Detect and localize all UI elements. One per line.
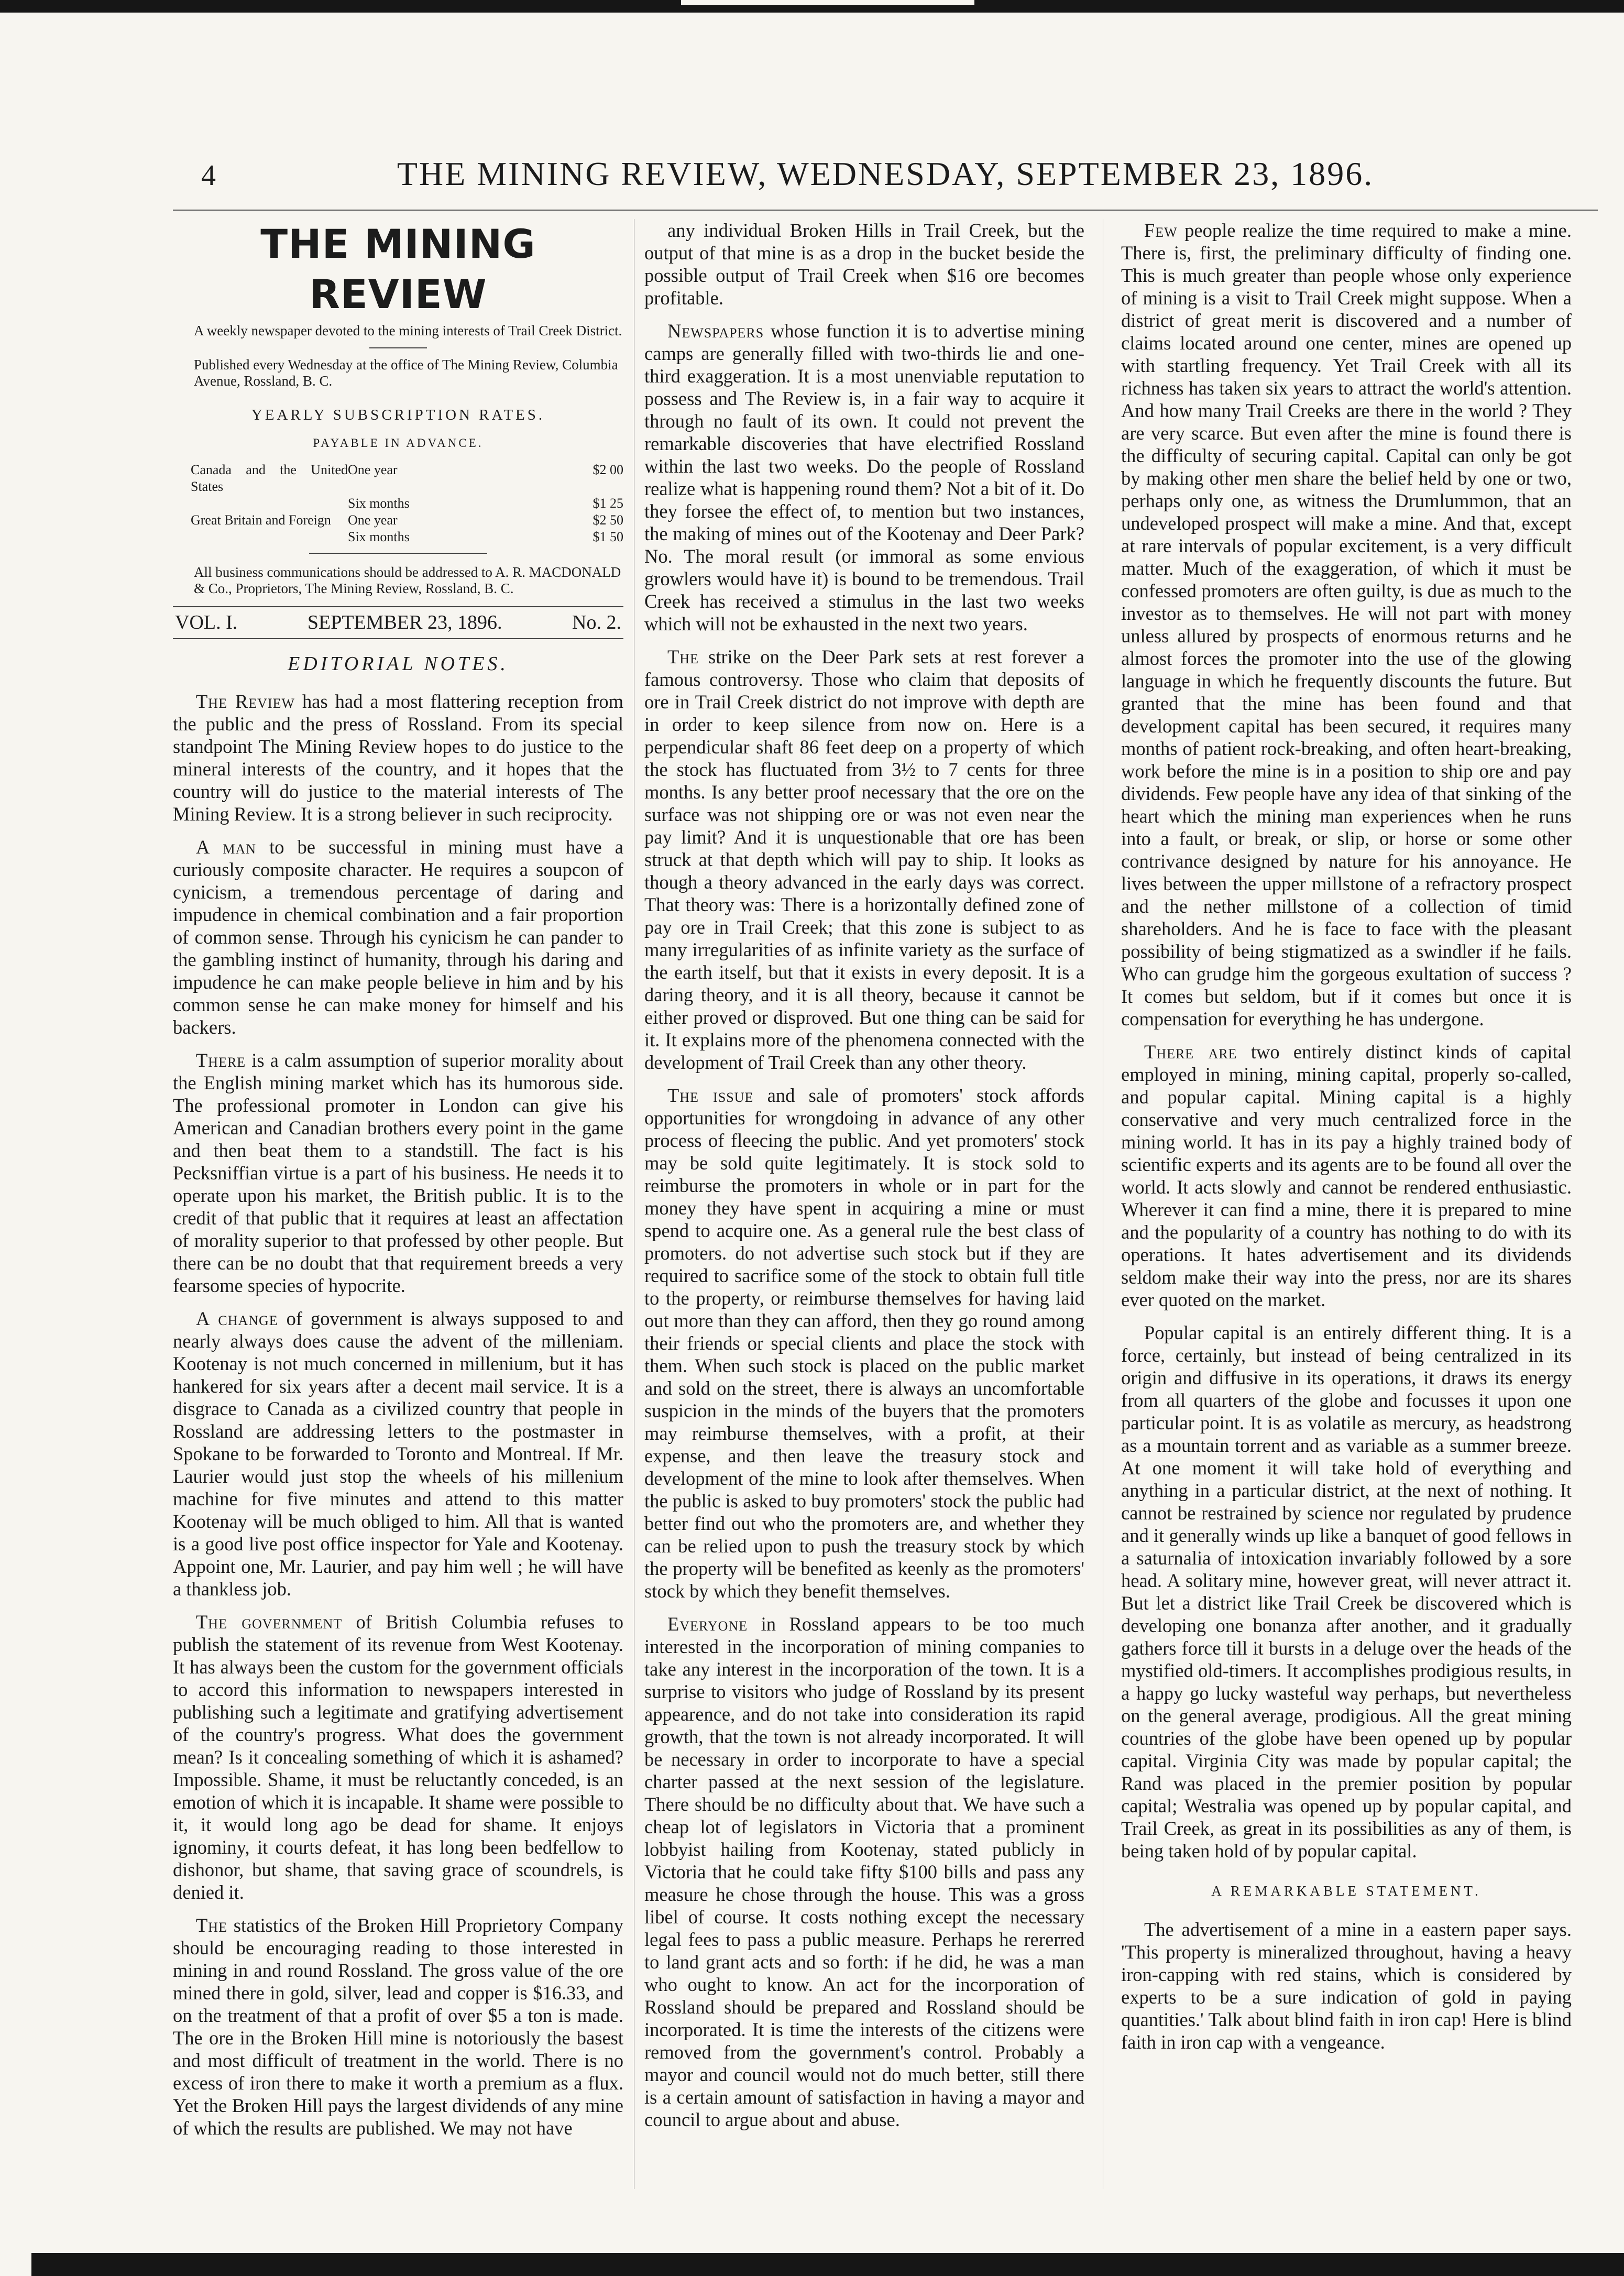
paragraph-lead: A change xyxy=(196,1308,278,1329)
paragraph-lead: Newspapers xyxy=(667,320,764,342)
paragraph-lead: The xyxy=(196,1914,227,1936)
issue-date: SEPTEMBER 23, 1896. xyxy=(307,611,502,633)
column-3-articles xyxy=(1121,219,1572,1862)
scan-edge-bottom xyxy=(0,2253,1624,2276)
article-paragraph xyxy=(173,1611,623,1903)
remarkable-paragraph: The advertisement of a mine in a eastern paper says. 'This property is mineralized throughout, having a heavy iron-capping with red stains, which is considered by experts to be a sure indication of gold in paying quantities.' Talk about blind faith in iron cap! Here is blind faith in iron cap with a vengeance. xyxy=(1121,1919,1572,2053)
paragraph-text: two entirely distinct kinds of capital employed in mining, mining capital, properly so-called, and popular capital. Mining capital is a highly conservative and very much centralized force in the mining world. It has in its pay a highly trained body of scientific experts and its agents are to be found all over the world. It acts slowly and cannot be rendered enthusiastic. Wherever it can find a mine, there it is prepared to mine and the popularity of a country has nothing to do with its operations. It hates advertisement and its dividends seldom make their way into the press, nor are its shares ever quoted on the market. xyxy=(1121,1041,1572,1310)
divider xyxy=(309,553,487,554)
subscription-rates xyxy=(173,462,623,545)
article-paragraph xyxy=(644,320,1084,635)
rate-row xyxy=(173,512,623,529)
column-3 xyxy=(1121,219,1572,2189)
paragraph-lead: A man xyxy=(196,836,257,858)
paragraph-text: people realize the time required to make a mine. There is, first, the preliminary difficulty of finding one. This is much greater than people whose only experience of mining is a visit to Trail Creek might suppose. When a district of great merit is discovered and a number of claims located around one center, mines are opened up with startling frequency. Yet Trail Creek with all its richness has taken six years to attract the world's attention. And how many Trail Creeks are there in the world ? They are very scarce. But even after the mine is found there is the difficulty of securing capital. Capital can only be got by making other men share the belief held by one or two, perhaps only one, as witness the Drumlummon, that an undeveloped prospect will make a mine. And that, except at rare intervals of popular excitement, is a very difficult matter. Much of the exaggeration, of which it must be confessed promoters are often guilty, is due as much to the investor as to themselves. He will not part with money unless allured by prospects of enormous returns and he almost forces the promoter into the use of the glowing language in which he frequently discounts the future. But granted that the mine has been found and that development capital has been secured, it requires many months of patient rock-breaking, and often heart-breaking, work before the mine is in a position to ship ore and pay dividends. Few people have any idea of that sinking of the heart which the mining man experiences when he runs into a fault, or break, or slip, or horse or some other contrivance designed by nature for his annoyance. He lives between the upper millstone of a refractory prospect and the nether millstone of a collection of timid shareholders. And he is face to face with the pleasant possibility of being stigmatized as a swindler if he fails. Who can grudge him the gorgeous exultation of success ? It comes but seldom, but if it comes but once it is compensation for everything he has undergone. xyxy=(1121,220,1572,1030)
article-paragraph xyxy=(173,1307,623,1600)
rate-row xyxy=(173,495,623,512)
article-paragraph xyxy=(644,1613,1084,2131)
column-1 xyxy=(173,219,623,2189)
volume: VOL. I. xyxy=(175,611,238,633)
subscription-heading: YEARLY SUBSCRIPTION RATES. xyxy=(251,407,545,423)
column-1-articles xyxy=(173,690,623,2139)
payable-note: PAYABLE IN ADVANCE. xyxy=(313,436,484,450)
article-paragraph xyxy=(644,219,1084,309)
article-paragraph xyxy=(173,836,623,1038)
rate-amount: $2 00 xyxy=(592,462,623,477)
masthead xyxy=(173,219,623,639)
paragraph-lead: Everyone xyxy=(667,1613,748,1635)
remarkable-heading: A REMARKABLE STATEMENT. xyxy=(1211,1883,1482,1899)
rate-period: Six months xyxy=(348,496,410,511)
article-paragraph xyxy=(173,690,623,825)
paragraph-lead: The government xyxy=(196,1611,343,1633)
column-2-articles xyxy=(644,219,1084,2131)
paragraph-text: and sale of promoters' stock affords opportunities for wrongdoing in advance of any other process of fleecing the public. And yet promoters' stock may be sold quite legitimately. It is stock sold to reimburse the promoters in whole or in part for the money they have spent in acquiring a mine or must spend to acquire one. As a general rule the best class of promoters. do not advertise such stock but if they are required to sacrifice some of the stock to obtain full title to the property, or reimburse themselves for having laid out more than they can afford, then they go round among their friends or special clients and place the stock with them. When such stock is placed on the public market and sold on the street, there is always an uncomfortable suspicion in the minds of the buyers that the promoters may reimburse themselves, with a profit, at their expense, and then leave the treasury stock and development of the mine to look after themselves. When the public is asked to buy promoters' stock the public had better find out who the promoters are, and whether they can be relied upon to push the treasury stock by which the property will be benefited as keenly as the promoters' stock by which they benefit themselves. xyxy=(644,1085,1084,1602)
editorial-heading: EDITORIAL NOTES. xyxy=(288,653,509,675)
article-paragraph xyxy=(1121,219,1572,1030)
paragraph-text: whose function it is to advertise mining camps are generally filled with two-thirds lie and one-third exaggeration. It is a most unenviable reputation to possess and The Review is, in a fair way to acquire it through no fault of its own. It could not prevent the remarkable discoveries that have electrified Rossland within the last two weeks. Do the people of Rossland realize what is happening round them? Not a bit of it. Do they forsee the effect of, to mention but two instances, the making of mines out of the Kootenay and Deer Park? No. The moral result (or immoral as some envious growlers would have it) is bound to be tremendous. Trail Creek has received a stimulus in the last two weeks which will not be exhausted in the next two years. xyxy=(644,320,1084,634)
paragraph-text: in Rossland appears to be too much interested in the incorporation of mining companies to take any interest in the incorporation of the town. It is a surprise to visitors who judge of Rossland by its present appearence, and do not take into consideration its rapid growth, that the town is not already incorporated. It will be necessary in order to incorporate to have a special charter passed at the next session of the legislature. There should be no difficulty about that. We have such a cheap lot of legislators in Victoria that a prominent lobbyist hailing from Kootenay, stated publicly in Victoria that he could take fifty $100 bills and pass any measure he chose through the house. This was a gross libel of course. It costs nothing except the necessary legal fees to pass a public measure. Perhaps he rererred to land grant acts and so forth: if he did, he was a man who ought to know. An act for the incorporation of Rossland should be prepared and Rossland should be incorporated. It is time the interests of the citizens were removed from the government's control. Probably a mayor and council would not do much better, still there is a certain amount of satisfaction in having a mayor and council to argue about and abuse. xyxy=(644,1613,1084,2130)
paragraph-text: any individual Broken Hills in Trail Creek, but the output of that mine is as a drop in the bucket beside the possible output of Trail Creek when $16 ore becomes profitable. xyxy=(644,220,1084,309)
column-2 xyxy=(644,219,1084,2189)
rate-period: One year xyxy=(348,462,398,477)
paragraph-text: to be successful in mining must have a curiously composite character. He requires a soupcon of cynicism, a tremendous percentage of daring and impudence in chemical combination and a fair proportion of common sense. Through his cynicism he can pander to the gambling instinct of humanity, through his daring and impudence he can make people believe in him and by his common sense he can make money for himself and his backers. xyxy=(173,836,623,1038)
article-paragraph xyxy=(1121,1321,1572,1862)
masthead-description: A weekly newspaper devoted to the mining interests of Trail Creek District. xyxy=(194,323,622,338)
article-paragraph xyxy=(173,1049,623,1297)
paragraph-text: strike on the Deer Park sets at rest forever a famous controversy. Those who claim that deposits of ore in Trail Creek district do not improve with depth are in order to keep silence from now on. Here is a perpendicular shaft 86 feet deep on a property of which the stock has fluctuated from 3½ to 7 cents for three months. Is any better proof necessary that the ore on the surface was not shipping ore or was not even near the pay limit? And it is unquestionable that ore has been struck at that depth which will pay to ship. It looks as though a theory advanced in the early days was correct. That theory was: There is a horizontally defined zone of pay ore in Trail Creek; that this zone is subject to as many irregularities of as infinite variety as the surface of the earth itself, but that it exists in every deposit. It is a daring theory, and it is all theory, because it cannot be either proved or disproved. But one thing can be said for it. It explains more of the phenomena connected with the development of Trail Creek than any other theory. xyxy=(644,646,1084,1073)
rate-period: Six months xyxy=(348,529,410,544)
business-note: All business communications should be addressed to A. R. MACDONALD & Co., Proprietors, The Mining Review, Rossland, B. C. xyxy=(194,564,621,596)
page-number: 4 xyxy=(201,159,216,192)
rate-row xyxy=(173,462,623,495)
paragraph-lead: The Review xyxy=(196,691,295,712)
article-paragraph xyxy=(173,1914,623,2139)
scan-edge-top xyxy=(0,0,1624,13)
paragraph-text: statistics of the Broken Hill Proprietory Company should be encouraging reading to those interested in mining in and round Rossland. The gross value of the ore mined there in gold, silver, lead and copper is $16.33, and on the treatment of that a profit of over $5 a ton is made. The ore in the Broken Hill mine is notoriously the basest and most difficult of treatment in the world. There is no excess of iron there to make it worth a premium as a flux. Yet the Broken Hill pays the largest dividends of any mine of which the results are published. We may not have xyxy=(173,1914,623,2139)
rate-row xyxy=(173,529,623,545)
article-paragraph xyxy=(644,1084,1084,1602)
rate-period: One year xyxy=(348,512,398,528)
divider xyxy=(369,347,427,348)
rate-region: Great Britain and Foreign xyxy=(191,512,331,528)
rate-amount: $2 50 xyxy=(592,512,623,528)
paragraph-text: of British Columbia refuses to publish the statement of its revenue from West Kootenay. It has always been the custom for the government officials to accord this information to newspapers interested in publishing such a legitimate and gratifying advertisement of the country's progress. What does the government mean? Is it concealing something of which it is ashamed? Impossible. Shame, it must be reluctantly conceded, is an emotion of which it is incapable. It shame were possible to it, it would long ago be dead for shame. It enjoys ignominy, it courts defeat, it has long been bedfellow to dishonor, but shame, that saving grace of scoundrels, is denied it. xyxy=(173,1611,623,1903)
paragraph-text: Popular capital is an entirely different thing. It is a force, certainly, but instead of being centralized in its origin and diffusive in its operations, it draws its energy from all quarters of the globe and focusses it upon one particular point. It is as volatile as mercury, as headstrong as a mountain torrent and as variable as a summer breeze. At one moment it will take hold of everything and anything in a particular district, at the next of nothing. It cannot be restrained by science nor regulated by prudence and it generally winds up like a banquet of good fellows in a saturnalia of intoxication invariably followed by a sore head. A solitary mine, however great, will never attract it. But let a district like Trail Creek be discovered which is developing one bonanza after another, and it gradually gathers force till it bursts in a deluge over the heads of the mystified old-timers. It accomplishes prodigious results, in a happy go lucky wasteful way perhaps, but nevertheless on the general average, prodigious. All the great mining countries of the globe have been opened up by popular capital. Virginia City was made by popular capital; the Rand was placed in the premier position by popular capital; Westralia was opened up by popular capital, and Trail Creek, as great in its possibilities as any of them, is being taken hold of by popular capital. xyxy=(1121,1322,1572,1862)
paragraph-text: of government is always supposed to and nearly always does cause the advent of the milleniam. Kootenay is not much concerned in millenium, but it has hankered for six years after a decent mail service. It is a disgrace to Canada as a civilized country that people in Rossland are addressing letters to the postmaster in Spokane to be forwarded to Toronto and Montreal. If Mr. Laurier would just stop the wheels of his millenium machine for five minutes and attend to this matter Kootenay will be much obliged to him. All that is wanted is a good live post office inspector for Yale and Kootenay. Appoint one, Mr. Laurier, and pay him well ; he will have a thankless job. xyxy=(173,1308,623,1600)
volume-line xyxy=(173,606,623,639)
article-paragraph xyxy=(1121,1041,1572,1311)
running-title: THE MINING REVIEW, WEDNESDAY, SEPTEMBER 23, 1896. xyxy=(397,155,1374,192)
paragraph-lead: The xyxy=(667,646,699,668)
paragraph-text: is a calm assumption of superior morality about the English mining market which has its humorous side. The professional promoter in London can give his American and Canadian brothers every point in the game and then beat them to a standstill. The fact is his Pecksniffian virtue is a part of his business. He needs it to operate upon his market, the British public. It is to the credit of that public that it requires at least an affectation of morality superior to that professed by other people. But there can be no doubt that that requirement breeds a very fearsome species of hypocrite. xyxy=(173,1049,623,1296)
paragraph-lead: Few xyxy=(1144,220,1178,241)
paragraph-lead: There xyxy=(196,1049,246,1071)
rate-region: Canada and the United States xyxy=(191,462,348,494)
paragraph-lead: There are xyxy=(1144,1041,1237,1063)
header-rule xyxy=(173,210,1598,211)
masthead-publication: Published every Wednesday at the office of The Mining Review, Columbia Avenue, Rossland, B. C. xyxy=(194,357,618,389)
rate-region xyxy=(191,495,348,512)
rate-amount: $1 25 xyxy=(592,496,623,511)
masthead-title: THE MINING REVIEW xyxy=(260,221,536,318)
article-paragraph xyxy=(644,645,1084,1074)
issue-number: No. 2. xyxy=(572,611,621,633)
page-header xyxy=(173,155,1598,202)
rate-amount: $1 50 xyxy=(592,529,623,544)
paragraph-lead: The issue xyxy=(667,1085,754,1106)
paragraph-text: has had a most flattering reception from the public and the press of Rossland. From its special standpoint The Mining Review hopes to do justice to the mineral interests of the country, and it hopes that the country will do justice to the material interests of The Mining Review. It is a strong believer in such reciprocity. xyxy=(173,691,623,825)
rate-region xyxy=(191,529,348,545)
